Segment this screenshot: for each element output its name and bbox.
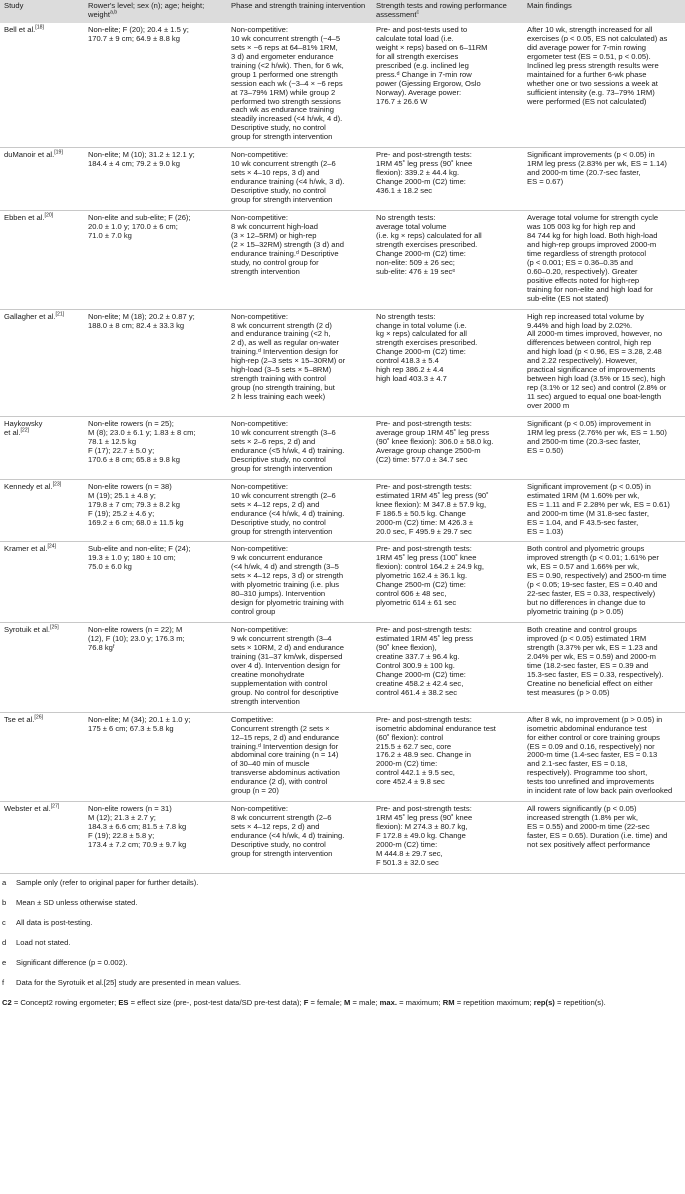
footnote-key: a (2, 877, 7, 887)
rower-cell: Non-elite; M (18); 20.2 ± 0.87 y; 188.0 ± 8 cm; 82.4 ± 33.3 kg (88, 311, 195, 330)
tests-cell: Pre- and post-strength tests: isometric abdominal endurance test (60˚ flexion): control 215.5 ± 62.7 sec, core 176.2 ± 48.9 sec. Change in 2000-m (C2) time: control 442.1 ± 9.5 sec, core 452.4 ± 9.8 sec (376, 714, 496, 787)
abbreviation-term: M (344, 997, 351, 1007)
tests-cell: Pre- and post-strength tests: estimated 1RM 45˚ leg press (90˚ knee flexion), creatine 337.7 ± 96.4 kg. Control 300.9 ± 100 kg. Change 2000-m (C2) time: creatine 458.2 ± 42.4 sec, control 461.4 ± 38.2 sec (376, 625, 474, 697)
table-row (0, 542, 685, 623)
tests-cell: Pre- and post-tests used to calculate total load (i.e. weight × reps) based on 6–11RM for all strength exercises prescribed (e.g. inclined leg press.ᵈ Change in 7-min row power (Gjessing Ergorow, Oslo Norway). Average power: 176.7 ± 26.6 W (376, 24, 488, 106)
phase-cell: Non-competitive: 9 wk concurrent strength (3–4 sets × 10RM, 2 d) and endurance training (31–37 km/wk, dispersed over 4 d). Intervention design for creatine monohydrate supplementation with control group. No control for descriptive strength intervention (231, 625, 344, 706)
study-cell (0, 148, 84, 211)
footnote (2, 958, 685, 978)
footnote-key: b (2, 897, 7, 907)
findings-cell: High rep increased total volume by 9.44% and high load by 2.02%. All 2000-m times improved, however, no differences between control, high rep and high load (p < 0.96, ES = 3.28, 2.48 and 2.22 respectively). However, practical significance of improvements between high load (3.5% or 15 sec), high rep (3.1% or 12 sec) and control (2.8% or 11 sec) argued to equal one boat-length over 2000 m (527, 311, 667, 411)
header-row (0, 0, 685, 23)
footnote-text: Sample only (refer to original paper for further details). (16, 877, 199, 887)
footnote-text: Data for the Syrotuik et al.[25] study are presented in mean values. (16, 977, 241, 987)
phase-cell: Non-competitive: 10 wk concurrent strength (2–6 sets × 4–10 reps, 3 d) and endurance training (<4 h/wk, 3 d). Descriptive study, no control group for strength intervention (231, 150, 345, 205)
study-reference: [23] (52, 481, 62, 488)
footnote-key: d (2, 937, 7, 947)
footnote-text: Load not stated. (16, 937, 71, 947)
findings-cell: After 8 wk, no improvement (p > 0.05) in isometric abdominal endurance test for either control or core training groups (ES = 0.09 and 0.16, respectively) nor 2000-m time (1.4-sec faster, ES = 0.13 and 2.1-sec faster, ES = 0.18, respectively). Programme too short, tests too unrefined and improvements in incident rate of low back pain overlooked (527, 714, 673, 796)
findings-cell: Average total volume for strength cycle was 105 003 kg for high rep and 84 744 kg for high load. Both high-load and high-rep groups improved 2000-m time regardless of strength protocol (p < 0.001; ES = 0.36–0.35 and 0.60–0.20, respectively). Greater positive effects noted for high-rep training for non-elite and high load for sub-elite (ES not stated) (527, 213, 659, 303)
header-study: Study (4, 1, 24, 10)
rower-cell: Non-elite and sub-elite; F (26); 20.0 ± 1.0 y; 170.0 ± 6 cm; 71.0 ± 7.0 kg (88, 213, 191, 240)
findings-cell: All rowers significantly (p < 0.05) increased strength (1.8% per wk, ES = 0.55) and 2000-m time (22-sec faster, ES = 0.65). Duration (i.e. time) and not sex positively affect performance (527, 804, 668, 850)
study-reference: [20] (44, 212, 54, 219)
findings-cell: Significant improvement (p < 0.05) in estimated 1RM (M 1.60% per wk, ES = 1.11 and F 2.28% per wk, ES = 0.61) and 2000-m time (M 31.8-sec faster, ES = 1.04, and F 43.5-sec faster, ES = 1.03) (527, 481, 670, 536)
study-cell (0, 623, 84, 713)
tests-cell: No strength tests: change in total volume (i.e. kg × reps) calculated for all strength exercises prescribed. Change 2000-m (C2) time: control 418.3 ± 5.4 high rep 386.2 ± 4.4 high load 403.3 ± 4.7 (376, 311, 478, 384)
study-cell (0, 23, 84, 148)
study-cell (0, 211, 84, 310)
study-name: duManoir et al. (4, 150, 55, 160)
phase-cell: Non-competitive: 10 wk concurrent strength (~4–5 sets × ~6 reps at 64–81% 1RM, 3 d) and ergometer endurance training (<2 h/wk). Then, for 6 wk, group 1 performed one strength session each wk (~3–4 × ~6 reps at 73–79% 1RM) while group 2 performed two strength sessions each wk as endurance training steadily increased (<4 h/wk, 4 d). Descriptive study, no control group for strength intervention (231, 24, 344, 142)
study-name: Gallagher et al. (4, 311, 56, 321)
table-row (0, 479, 685, 542)
table-row (0, 309, 685, 416)
study-reference: [25] (50, 624, 59, 631)
findings-cell: Both control and plyometric groups improved strength (p < 0.01; 1.61% per wk, ES = 0.57 and 1.66% per wk, ES = 0.90, respectively) and 2500-m time (p < 0.05; 19-sec faster, ES = 0.40 and 22-sec faster, ES = 0.33, respectively) but no differences in change due to plyometric training (p > 0.05) (527, 544, 667, 617)
tests-cell: Pre- and post-strength tests: 1RM 45˚ leg press (90˚ knee flexion): M 274.3 ± 80.7 kg, F 172.8 ± 49.0 kg. Change 2000-m (C2) time: M 444.8 ± 29.7 sec, F 501.3 ± 32.0 sec (376, 804, 473, 867)
study-cell (0, 479, 84, 542)
footnote (2, 898, 685, 918)
rower-cell: Non-elite; M (34); 20.1 ± 1.0 y; 175 ± 6 cm; 67.3 ± 5.8 kg (88, 714, 191, 733)
phase-cell: Non-competitive: 8 wk concurrent high-load (3 × 12–5RM) or high-rep (2 × 15–32RM) strength (3 d) and endurance training.ᵈ Descriptive study, no control group for strength intervention (231, 213, 344, 276)
study-name: Bell et al. (4, 24, 36, 34)
footnote-key: f (2, 977, 5, 987)
study-name: Haykowsky et al. (4, 419, 43, 437)
study-reference: [21] (55, 311, 65, 318)
footnote (2, 938, 685, 958)
abbreviation-term: max. (379, 997, 397, 1007)
study-reference: [26] (34, 714, 44, 721)
rower-cell: Non-elite rowers (n = 38) M (19); 25.1 ± 4.8 y; 179.8 ± 7 cm; 79.3 ± 8.2 kg F (19); 25.2 ± 4.6 y; 169.2 ± 6 cm; 68.0 ± 11.5 kg (88, 481, 184, 527)
study-cell (0, 802, 84, 874)
footnote (2, 978, 685, 998)
table-row (0, 417, 685, 480)
abbreviation-term: F (303, 997, 309, 1007)
findings-cell: Both creatine and control groups improved (p < 0.05) estimated 1RM strength (3.37% per wk, ES = 1.23 and 2.04% per wk, ES = 0.59) and 2000-m time (18.2-sec faster, ES = 0.39 and 15.3-sec faster, ES = 0.33, respectively). Creatine no beneficial effect on either test measures (p > 0.05) (527, 625, 664, 697)
footnote (2, 878, 685, 898)
study-reference: [27] (50, 803, 60, 810)
findings-cell: Significant (p < 0.05) improvement in 1RM leg press (2.76% per wk, ES = 1.50) and 2500-m time (20.3-sec faster, ES = 0.50) (527, 419, 667, 455)
abbreviations-line (0, 998, 685, 1007)
study-name: Ebben et al. (4, 213, 45, 223)
table-row (0, 712, 685, 802)
footnote-key: c (2, 917, 6, 927)
tests-cell: Pre- and post-strength tests: 1RM 45˚ leg press (100˚ knee flexion): control 164.2 ± 24.9 kg, plyometric 162.4 ± 36.1 kg. Change 2500-m (C2) time: control 606 ± 48 sec, plyometric 614 ± 61 sec (376, 544, 485, 608)
abbreviation-term: ES (118, 997, 129, 1007)
table-row (0, 23, 685, 148)
footnote-text: Significant difference (p = 0.002). (16, 957, 128, 967)
footnote-text: All data is post-testing. (16, 917, 93, 927)
rower-cell: Non-elite rowers (n = 25); M (8); 23.0 ± 6.1 y; 1.83 ± 8 cm; 78.1 ± 12.5 kg F (17); 22.7 ± 5.0 y; 170.6 ± 8 cm; 65.8 ± 9.8 kg (88, 419, 196, 464)
footnote-text: Mean ± SD unless otherwise stated. (16, 897, 138, 907)
table-body (0, 23, 685, 874)
header-phase: Phase and strength training intervention (231, 1, 366, 10)
study-reference: [24] (47, 543, 57, 550)
phase-cell: Competitive: Concurrent strength (2 sets × 12–15 reps, 2 d) and endurance training.ᵈ Intervention design for abdominal core training (n = 14) of 30–40 min of muscle transverse abdominus activation endurance (2 d), with control group (n = 20) (231, 714, 340, 796)
header-tests: Strength tests and rowing performance assessment$^c$ (376, 1, 507, 19)
study-cell (0, 542, 84, 623)
phase-cell: Non-competitive: 10 wk concurrent strength (2–6 sets × 4–12 reps, 2 d) and endurance (<4 h/wk, 4 d) training. Descriptive study, no control group for strength intervention (231, 481, 345, 536)
table-header (0, 0, 685, 23)
findings-cell: After 10 wk, strength increased for all exercises (p < 0.05, ES not calculated) as did average power for 7-min rowing ergometer test (ES = 0.51, p < 0.05). Inclined leg press strength results were maintained for a further 6-wk phase whether one or two sessions a week at sufficient intensity (e.g. 73–79% 1RM) were performed (ES not calculated) (527, 24, 668, 106)
study-name: Kramer et al. (4, 544, 48, 554)
tests-cell: Pre- and post-strength tests: average group 1RM 45˚ leg press (90˚ knee flexion): 306.0 ± 58.0 kg. Average group change 2500-m (C2) time: 577.0 ± 34.7 sec (376, 419, 494, 464)
rower-cell: Non-elite rowers (n = 31) M (12); 21.3 ± 2.7 y; 184.3 ± 6.6 cm; 81.5 ± 7.8 kg F (19); 22.8 ± 5.8 y; 173.4 ± 7.2 cm; 70.9 ± 9.7 kg (88, 804, 187, 850)
study-reference: [19] (54, 149, 63, 156)
table-row (0, 148, 685, 211)
phase-cell: Non-competitive: 8 wk concurrent strength (2 d) and endurance training (<2 h, 2 d), as well as regular on-water training.ᵈ Intervention design for high-rep (2–3 sets × 15–30RM) or high-load (3–5 sets × 5–8RM) strength training with control group (no strength training, but 2 h less training each week) (231, 311, 346, 402)
tests-cell: Pre- and post-strength tests: estimated 1RM 45˚ leg press (90˚ knee flexion): M 347.8 ± 57.9 kg, F 186.5 ± 50.5 kg. Change 2000-m (C2) time: M 426.3 ± 20.0 sec, F 495.9 ± 29.7 sec (376, 481, 489, 536)
header-findings: Main findings (527, 1, 572, 10)
footnote (2, 918, 685, 938)
study-name: Tse et al. (4, 714, 35, 724)
table-footnotes (0, 878, 685, 998)
study-cell (0, 417, 84, 480)
abbreviation-definition: = repetition maximum; (454, 997, 534, 1007)
footnote-key: e (2, 957, 7, 967)
abbreviation-definition: = maximum; (396, 997, 443, 1007)
study-name: Kennedy et al. (4, 481, 53, 491)
table-row (0, 211, 685, 310)
abbreviation-term: RM (442, 997, 455, 1007)
study-reference: [22] (20, 427, 30, 434)
abbreviation-term: C2 (2, 997, 12, 1007)
table-row (0, 802, 685, 874)
study-cell (0, 309, 84, 416)
study-name: Webster et al. (4, 804, 51, 814)
rower-cell: Non-elite; M (10); 31.2 ± 12.1 y; 184.4 ± 4 cm; 79.2 ± 9.0 kg (88, 150, 195, 169)
rower-cell: Non-elite; F (20); 20.4 ± 1.5 y; 170.7 ± 9 cm; 64.9 ± 8.8 kg (88, 24, 189, 43)
study-cell (0, 712, 84, 802)
phase-cell: Non-competitive: 8 wk concurrent strength (2–6 sets × 4–12 reps, 2 d) and endurance (<4 h/wk, 4 d) training. Descriptive study, no control group for strength intervention (231, 804, 345, 859)
rower-cell: Non-elite rowers (n = 22); M (12), F (10); 23.0 y; 176.3 m; 76.8 kgᶠ (88, 625, 185, 652)
abbreviation-definition: = Concept2 rowing ergometer; (11, 997, 119, 1007)
study-reference: [18] (35, 24, 44, 31)
rower-cell: Sub-elite and non-elite; F (24); 19.3 ± 1.0 y; 180 ± 10 cm; 75.0 ± 6.0 kg (88, 544, 191, 572)
tests-cell: Pre- and post-strength tests: 1RM 45˚ leg press (90˚ knee flexion): 339.2 ± 44.4 kg. Change 2000-m (C2) time: 436.1 ± 18.2 sec (376, 150, 473, 196)
phase-cell: Non-competitive: 10 wk concurrent strength (3–6 sets × 2–6 reps, 2 d) and endurance (<5 h/wk, 4 d) training. Descriptive study, no control group for strength intervention (231, 419, 345, 473)
header-rower: Rower's level; sex (n); age; height; weight$^{a,b}$ (88, 1, 205, 19)
abbreviation-definition: = repetition(s). (554, 997, 606, 1007)
study-name: Syrotuik et al. (4, 625, 51, 635)
findings-cell: Significant improvements (p < 0.05) in 1RM leg press (2.83% per wk, ES = 1.14) and 2000-m time (20.7-sec faster, ES = 0.67) (527, 150, 667, 187)
table-row (0, 623, 685, 713)
tests-cell: No strength tests: average total volume (i.e. kg × reps) calculated for all strength exercises prescribed. Change 2000-m (C2) time: non-elite: 509 ± 26 sec; sub-elite: 476 ± 19 secᵉ (376, 213, 482, 276)
abbreviation-definition: = male; (350, 997, 380, 1007)
phase-cell: Non-competitive: 9 wk concurrent endurance (<4 h/wk, 4 d) and strength (3–5 sets × 4–12 reps, 3 d) or strength with plyometric training (i.e. plus 80–310 jumps). Intervention design for plyometric training with control group (231, 544, 344, 617)
abbreviation-term: rep(s) (533, 997, 555, 1007)
abbreviation-definition: = female; (308, 997, 344, 1007)
abbreviation-definition: = effect size (pre-, post-test data/SD pre-test data); (128, 997, 304, 1007)
